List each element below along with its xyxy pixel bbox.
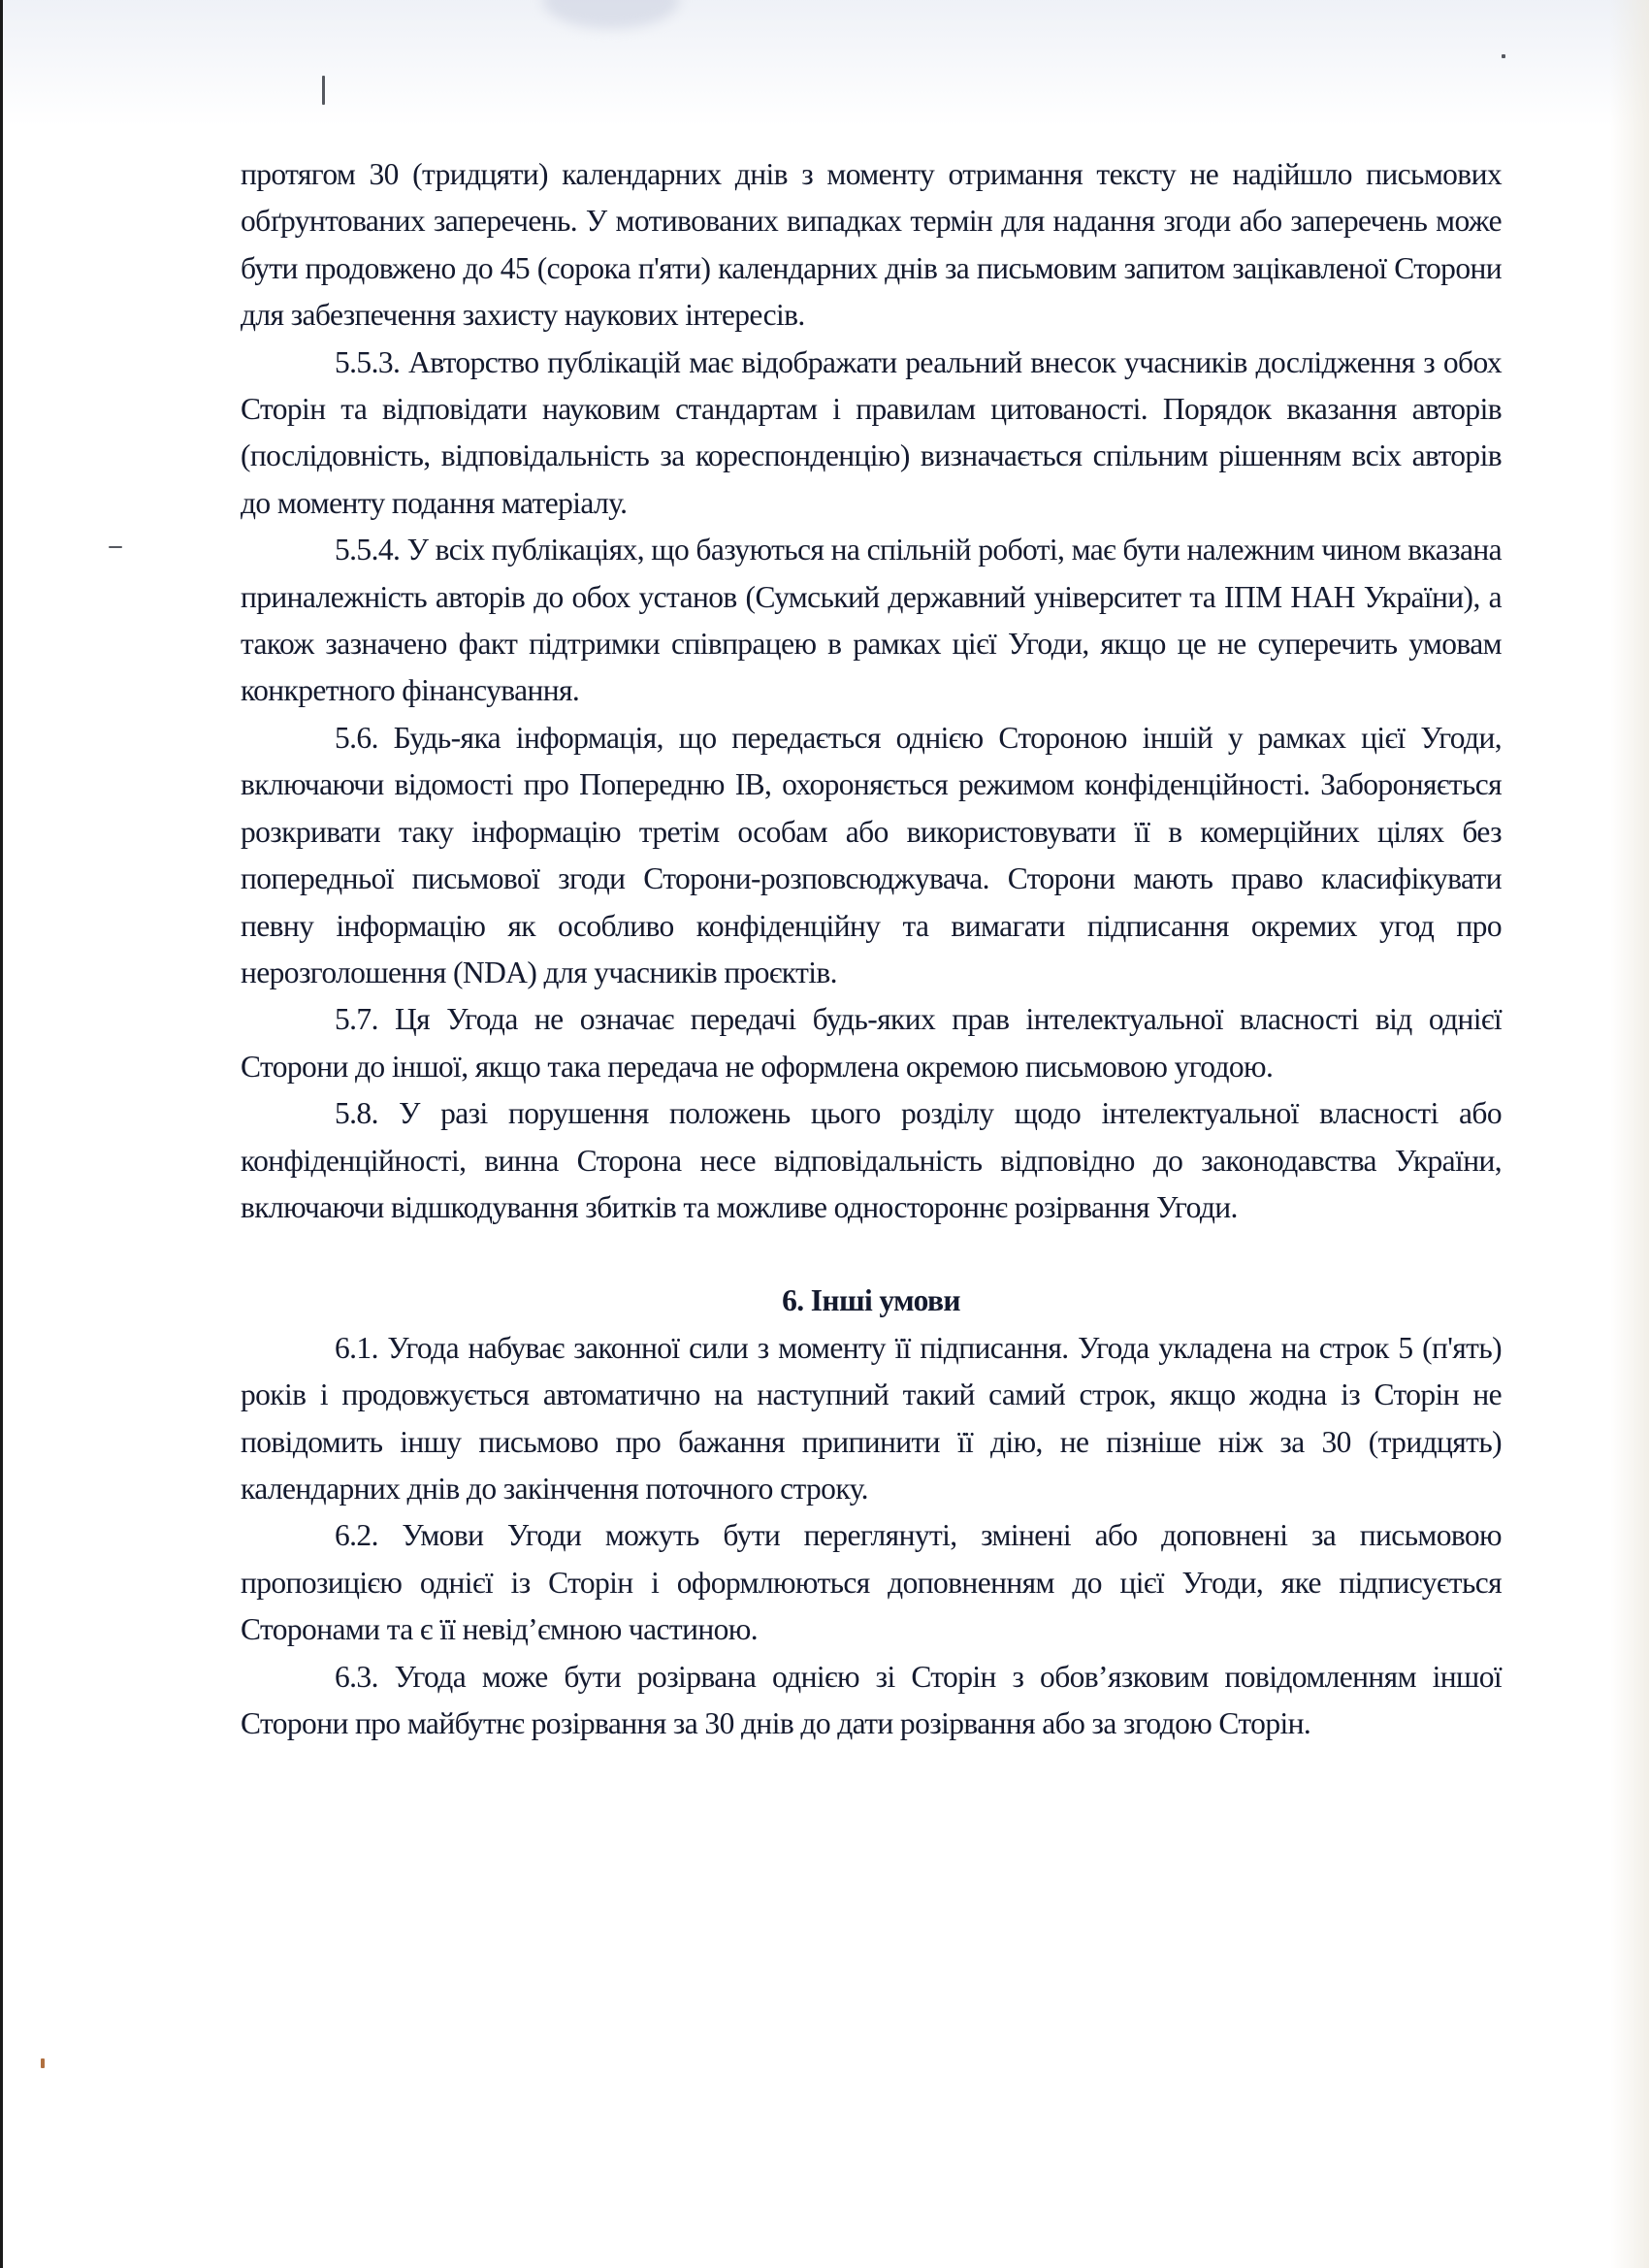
paragraph-6-1: 6.1. Угода набуває законної сили з моменту її підписання. Угода укладена на строк 5 (п'ять) років і продовжується автоматично на наступний такий самий строк, якщо жодна із Сторін не повідомить іншу письмово про бажання припинити її дію, не пізніше ніж за 30 (тридцять) календарних днів до закінчення поточного строку. xyxy=(241,1330,1502,1506)
scan-speck xyxy=(322,76,325,105)
paragraph-6-2: 6.2. Умови Угоди можуть бути переглянуті, змінені або доповнені за письмовою пропозицією однієї із Сторін і оформлюються доповненням до цієї Угоди, яке підписується Сторонами та є її невід’ємною частиною. xyxy=(241,1518,1502,1647)
scan-border xyxy=(0,0,3,2268)
paragraph-5-6: 5.6. Будь-яка інформація, що передається однією Стороною іншій у рамках цієї Угоди, включаючи відомості про Попередню ІВ, охороняється режимом конфіденційності. Забороняється розкривати таку інформацію третім особам або використовувати її в комерційних цілях без попередньої письмової згоди Сторони-розповсюджувача. Сторони мають право класифікувати певну інформацію як особливо конфіденційну та вимагати підписання окремих угод про нерозголошення (NDA) для учасників проєктів. xyxy=(241,720,1502,989)
paragraph-continuation: протягом 30 (тридцяти) календарних днів з моменту отримання тексту не надійшло письмових обґрунтованих заперечень. У мотивованих випадках термін для надання згоди або заперечень може бути продовжено до 45 (сорока п'яти) календарних днів за письмовим запитом зацікавленої Сторони для забезпечення захисту наукових інтересів. xyxy=(241,157,1502,333)
paragraph-5-5-4: 5.5.4. У всіх публікаціях, що базуються на спільній роботі, має бути належним чином вказана приналежність авторів до обох установ (Сумський державний університет та ІПМ НАН України), а також зазначено факт підтримки співпрацею в рамках цієї Угоди, якщо це не суперечить умовам конкретного фінансування. xyxy=(241,533,1502,708)
paragraph-5-7: 5.7. Ця Угода не означає передачі будь-яких прав інтелектуальної власності від однієї Сторони до іншої, якщо така передача не оформлена окремою письмовою угодою. xyxy=(241,1002,1502,1084)
section-6-heading: 6. Інші умови xyxy=(782,1283,960,1318)
paragraph-5-8: 5.8. У разі порушення положень цього розділу щодо інтелектуальної власності або конфіденційності, винна Сторона несе відповідальність відповідно до законодавства України, включаючи відшкодування збитків та можливе одностороннє розірвання Угоди. xyxy=(241,1096,1502,1224)
paragraph-6-3: 6.3. Угода може бути розірвана однією зі Сторін з обов’язковим повідомленням іншої Сторони про майбутнє розірвання за 30 днів до дати розірвання або за згодою Сторін. xyxy=(241,1659,1502,1740)
scan-speck xyxy=(1502,54,1505,58)
paragraph-5-5-3: 5.5.3. Авторство публікацій має відображати реальний внесок учасників дослідження з обох Сторін та відповідати науковим стандартам і правилам цитованості. Порядок вказання авторів (послідовність, відповідальність за кореспонденцію) визначається спільним рішенням всіх авторів до моменту подання матеріалу. xyxy=(241,344,1502,520)
paper-edge xyxy=(1610,0,1649,2268)
scan-speck xyxy=(109,546,122,548)
document-page xyxy=(241,151,1502,1747)
scan-shadow xyxy=(0,0,1649,126)
scan-speck xyxy=(41,2058,45,2068)
